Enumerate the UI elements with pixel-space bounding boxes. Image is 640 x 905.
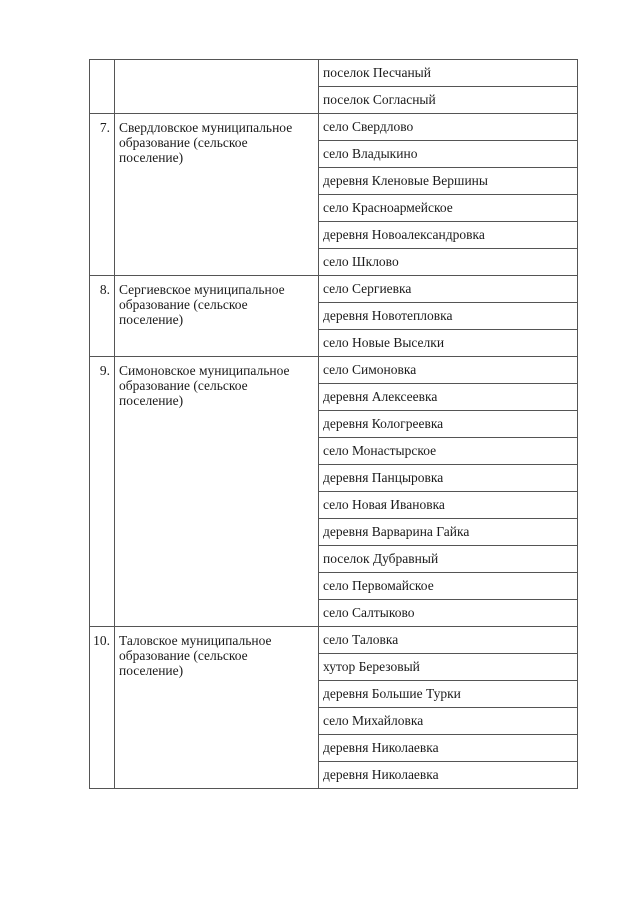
settlement-name: село Красноармейское [319,195,578,222]
settlement-name: село Симоновка [319,357,578,384]
municipality-name: Сергиевское муниципальное образование (сельское поселение) [115,276,319,357]
settlement-name: село Новая Ивановка [319,492,578,519]
settlement-name: деревня Николаевка [319,762,578,789]
row-number: 8. [90,276,115,357]
settlement-name: поселок Песчаный [319,60,578,87]
document-page [89,59,577,789]
row-number: 7. [90,114,115,276]
municipality-name: Симоновское муниципальное образование (сельское поселение) [115,357,319,627]
settlement-name: поселок Дубравный [319,546,578,573]
settlement-name: деревня Алексеевка [319,384,578,411]
settlement-name: село Владыкино [319,141,578,168]
settlement-name: деревня Панцыровка [319,465,578,492]
settlement-name: деревня Николаевка [319,735,578,762]
settlement-name: село Салтыково [319,600,578,627]
table-row [90,60,578,87]
settlement-name: деревня Кленовые Вершины [319,168,578,195]
settlement-name: деревня Варварина Гайка [319,519,578,546]
row-number [90,60,115,114]
row-number: 9. [90,357,115,627]
settlement-name: село Первомайское [319,573,578,600]
settlement-name: село Новые Выселки [319,330,578,357]
settlement-name: село Михайловка [319,708,578,735]
municipality-name [115,60,319,114]
settlement-name: деревня Кологреевка [319,411,578,438]
settlement-name: село Таловка [319,627,578,654]
table-row [90,357,578,384]
municipality-name: Таловское муниципальное образование (сельское поселение) [115,627,319,789]
settlement-name: село Шклово [319,249,578,276]
settlement-name: деревня Новоалександровка [319,222,578,249]
settlements-table [89,59,578,789]
settlement-name: село Свердлово [319,114,578,141]
table-row [90,627,578,654]
settlement-name: хутор Березовый [319,654,578,681]
settlement-name: село Сергиевка [319,276,578,303]
settlement-name: деревня Новотепловка [319,303,578,330]
settlement-name: деревня Большие Турки [319,681,578,708]
settlement-name: село Монастырское [319,438,578,465]
table-row [90,114,578,141]
row-number: 10. [90,627,115,789]
settlement-name: поселок Согласный [319,87,578,114]
municipality-name: Свердловское муниципальное образование (сельское поселение) [115,114,319,276]
table-row [90,276,578,303]
